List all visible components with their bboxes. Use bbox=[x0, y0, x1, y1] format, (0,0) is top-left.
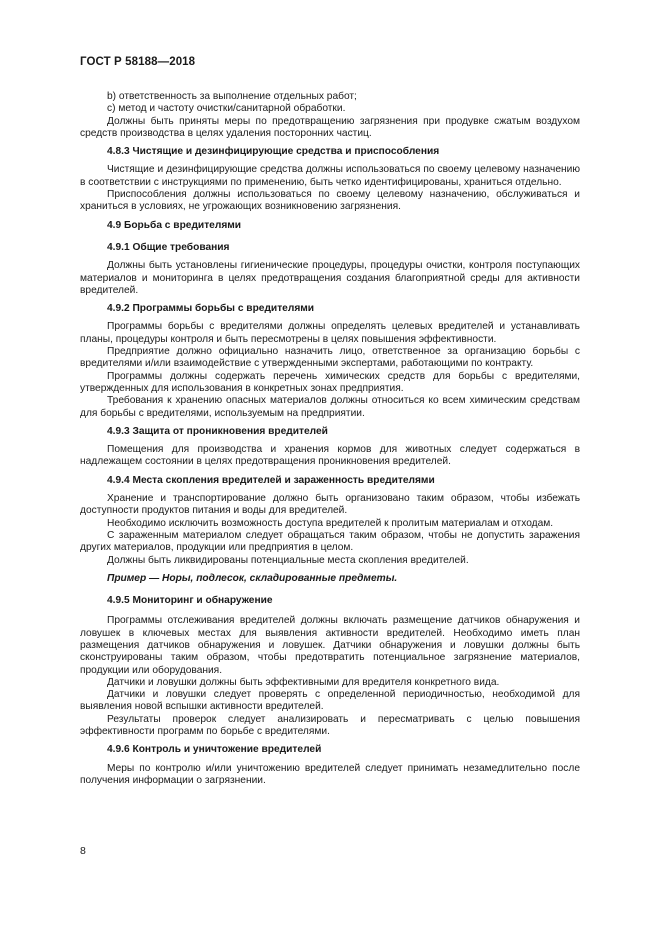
section-heading-4-9-5: 4.9.5 Мониторинг и обнаружение bbox=[107, 595, 273, 607]
page-number: 8 bbox=[80, 845, 86, 857]
paragraph: Программы должны содержать перечень химических средств для борьбы с вредителями, утвержденных для использования в конкретных зонах предприятия. bbox=[80, 370, 580, 394]
paragraph: Результаты проверок следует анализировать и пересматривать с целью повышения эффективности программ по борьбе с вредителями. bbox=[80, 713, 580, 738]
section-heading-4-9: 4.9 Борьба с вредителями bbox=[107, 219, 242, 231]
paragraph: Должны быть ликвидированы потенциальные места скопления вредителей. bbox=[107, 554, 469, 566]
section-heading-4-9-1: 4.9.1 Общие требования bbox=[107, 241, 230, 253]
paragraph: Меры по контролю и/или уничтожению вредителей следует принимать незамедлительно после получения информации о загрязнении. bbox=[80, 762, 580, 786]
paragraph: Программы отслеживания вредителей должны включать размещение датчиков обнаружения и ловушек в ключевых местах для выявления активности вредителей. Необходимо иметь план размещения датчиков обнаружения и ловушек. Датчики обнаружения и ловушки должны быть сконструированы таким образом, чтобы предотвратить потенциальное загрязнение материалов, продукции или оборудования. bbox=[80, 615, 580, 676]
paragraph: Чистящие и дезинфицирующие средства должны использоваться по своему целевому назначению в соответствии с инструкциями по применению, быть четко идентифицированы, храниться отдельно. bbox=[80, 164, 580, 188]
section-heading-4-9-2: 4.9.2 Программы борьбы с вредителями bbox=[107, 303, 315, 315]
list-item-b: b) ответственность за выполнение отдельных работ; bbox=[107, 91, 357, 102]
paragraph: Хранение и транспортирование должно быть организовано таким образом, чтобы избежать доступности продуктов питания и воды для вредителей. bbox=[80, 493, 580, 517]
list-item-c: c) метод и частоту очистки/санитарной обработки. bbox=[107, 103, 346, 115]
paragraph: Программы борьбы с вредителями должны определять целевых вредителей и устанавливать планы, процедуры контроля и быть пересмотрены в целях повышения эффективности. bbox=[80, 321, 580, 345]
paragraph: Предприятие должно официально назначить лицо, ответственное за организацию борьбы с вредителями и/или взаимодействие с утвержденными экспертами, работающими по контракту. bbox=[80, 346, 580, 370]
paragraph: Необходимо исключить возможность доступа вредителей к пролитым материалам и отходам. bbox=[107, 517, 554, 529]
paragraph: Должны быть установлены гигиенические процедуры, процедуры очистки, контроля поступающих материалов и мониторинга в целях предотвращения создания благоприятной среды для активности вредителей. bbox=[80, 260, 580, 296]
paragraph: Помещения для производства и хранения кормов для животных следует содержаться в надлежащем состоянии в целях предотвращения проникновения вредителей. bbox=[80, 444, 580, 468]
section-heading-4-9-4: 4.9.4 Места скопления вредителей и зараженность вредителями bbox=[107, 474, 435, 486]
paragraph: С зараженным материалом следует обращаться таким образом, чтобы не допустить заражения других материалов, продукции или предприятия в целом. bbox=[80, 529, 580, 554]
document-body bbox=[80, 91, 580, 787]
section-heading-4-9-6: 4.9.6 Контроль и уничтожение вредителей bbox=[107, 744, 322, 756]
paragraph: Датчики и ловушки должны быть эффективными для вредителя конкретного вида. bbox=[107, 676, 500, 688]
example-note: Пример — Норы, подлесок, складированные предметы. bbox=[107, 572, 398, 584]
paragraph: Должны быть приняты меры по предотвращению загрязнения при продувке сжатым воздухом средств производства в целях удаления посторонних частиц. bbox=[80, 115, 580, 139]
paragraph: Приспособления должны использоваться по своему целевому назначению, обслуживаться и храниться в условиях, не угрожающих возникновению загрязнения. bbox=[80, 189, 580, 213]
document-header: ГОСТ Р 58188—2018 bbox=[80, 56, 196, 68]
paragraph: Датчики и ловушки следует проверять с определенной периодичностью, необходимой для выявления новой вспышки активности вредителей. bbox=[80, 689, 580, 713]
paragraph: Требования к хранению опасных материалов должны относиться ко всем химическим средствам для борьбы с вредителями, используемым на предприятии. bbox=[80, 395, 580, 419]
section-heading-4-9-3: 4.9.3 Защита от проникновения вредителей bbox=[107, 425, 328, 437]
section-heading-4-8-3: 4.8.3 Чистящие и дезинфицирующие средства и приспособления bbox=[107, 146, 440, 158]
